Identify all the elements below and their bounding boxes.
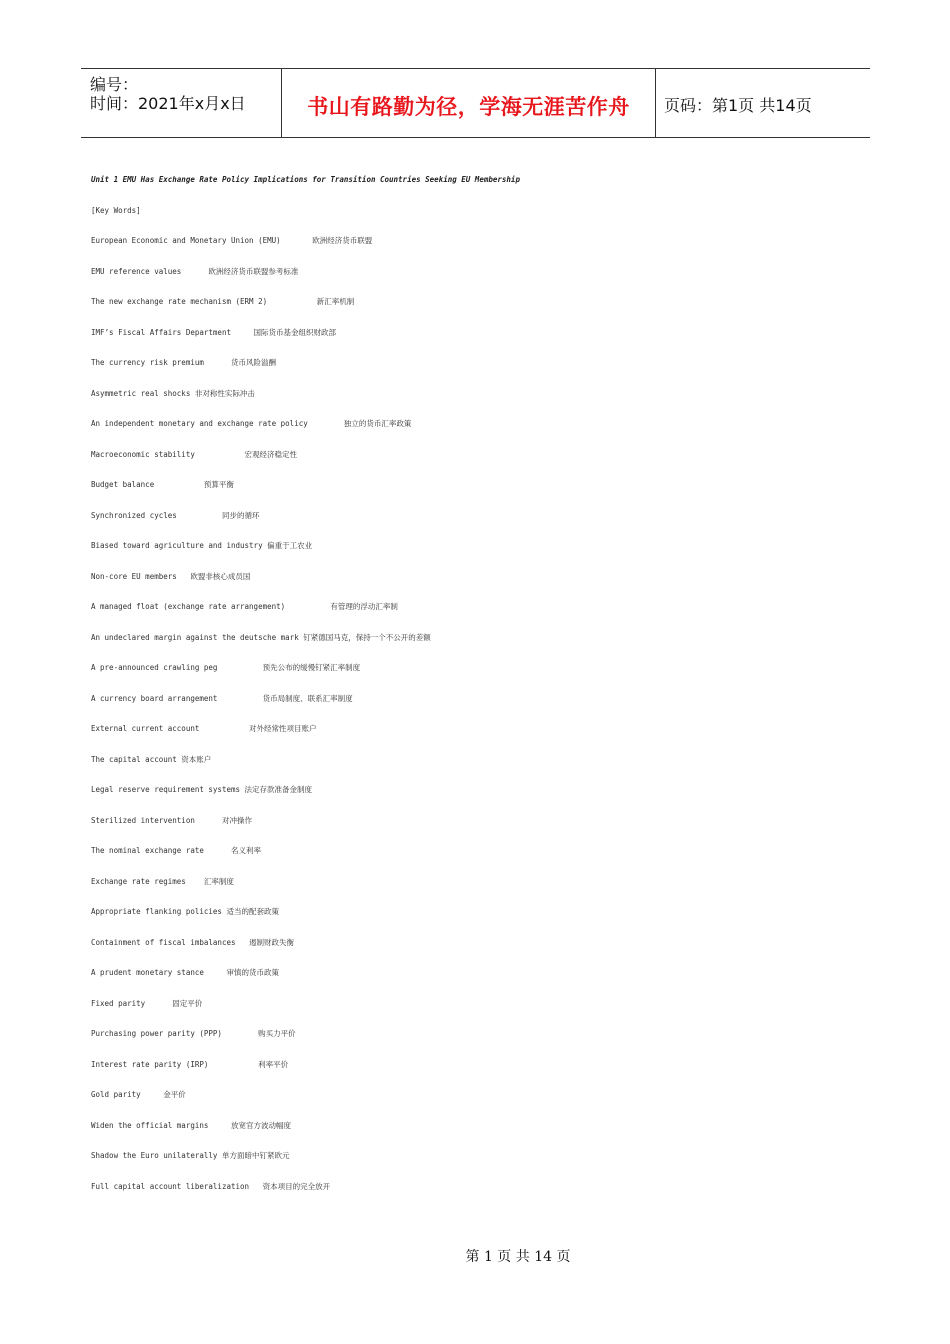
glossary-term: IMF’s Fiscal Affairs Department 国际货币基金组织财政部 bbox=[91, 327, 337, 337]
document-code-label: 编号： bbox=[90, 75, 139, 94]
glossary-term: Sterilized intervention 对冲操作 bbox=[91, 815, 252, 825]
glossary-term: The nominal exchange rate 名义利率 bbox=[91, 846, 261, 855]
glossary-term: The currency risk premium 货币风险溢酬 bbox=[91, 358, 276, 367]
glossary-term: A pre-announced crawling peg 预先公布的缓慢钉紧汇率制度 bbox=[91, 663, 361, 672]
glossary-term: Exchange rate regimes 汇率制度 bbox=[91, 876, 234, 886]
header-meta-cell bbox=[81, 69, 281, 137]
glossary-term: The new exchange rate mechanism (ERM 2) 新汇率机制 bbox=[91, 297, 355, 306]
glossary-list bbox=[91, 235, 871, 1211]
header-page-cell bbox=[655, 69, 870, 137]
header-motto-cell bbox=[281, 69, 656, 137]
glossary-term: An independent monetary and exchange rate policy 独立的货币汇率政策 bbox=[91, 419, 412, 428]
glossary-term: Appropriate flanking policies 适当的配套政策 bbox=[91, 907, 279, 916]
glossary-term: Macroeconomic stability 宏观经济稳定性 bbox=[91, 449, 298, 459]
document-date: 时间：2021年x月x日 bbox=[90, 94, 246, 113]
page-header bbox=[81, 68, 870, 138]
glossary-term: European Economic and Monetary Union (EMU) 欧洲经济货币联盟 bbox=[91, 236, 373, 245]
glossary-term: Non-core EU members 欧盟非核心成员国 bbox=[91, 571, 251, 581]
glossary-term: Legal reserve requirement systems 法定存款准备金制度 bbox=[91, 785, 313, 794]
glossary-term: Synchronized cycles 同步的循环 bbox=[91, 510, 260, 520]
glossary-term: Purchasing power parity (PPP) 购买力平价 bbox=[91, 1029, 296, 1038]
glossary-term: Gold parity 金平价 bbox=[91, 1090, 186, 1099]
glossary-term: Containment of fiscal imbalances 遏制财政失衡 bbox=[91, 937, 295, 947]
glossary-term: Interest rate parity (IRP) 利率平价 bbox=[91, 1059, 289, 1069]
header-page-number: 页码：第1页 共14页 bbox=[664, 96, 812, 115]
glossary-term: A currency board arrangement 货币局制度、联系汇率制度 bbox=[91, 693, 353, 703]
glossary-term: A managed float (exchange rate arrangement) 有管理的浮动汇率制 bbox=[91, 602, 398, 611]
unit-title: Unit 1 EMU Has Exchange Rate Policy Implications for Transition Countries Seeking EU Membership bbox=[91, 175, 520, 184]
glossary-term: Asymmetric real shocks 非对称性实际冲击 bbox=[91, 388, 255, 398]
page-footer: 第 1 页 共 14 页 bbox=[465, 1249, 571, 1265]
glossary-term: Fixed parity 固定平价 bbox=[91, 998, 203, 1008]
glossary-term: A prudent monetary stance 审慎的货币政策 bbox=[91, 968, 279, 977]
glossary-term: Budget balance 预算平衡 bbox=[91, 480, 234, 489]
motto-text: 书山有路勤为径，学海无涯苦作舟 bbox=[307, 95, 630, 119]
key-words-label: [Key Words] bbox=[91, 205, 141, 215]
document-body bbox=[91, 174, 871, 1211]
glossary-term: The capital account 资本账户 bbox=[91, 754, 212, 764]
glossary-term: Full capital account liberalization 资本项目的完全放开 bbox=[91, 1181, 331, 1191]
glossary-term: Shadow the Euro unilaterally 单方面暗中钉紧欧元 bbox=[91, 1151, 290, 1160]
glossary-term: An undeclared margin against the deutsche mark 钉紧德国马克，保持一个不公开的差额 bbox=[91, 632, 431, 642]
glossary-term: Biased toward agriculture and industry 偏重于工农业 bbox=[91, 541, 313, 550]
glossary-term: EMU reference values 欧洲经济货币联盟参考标准 bbox=[91, 266, 299, 276]
glossary-term: External current account 对外经常性项目账户 bbox=[91, 724, 317, 733]
glossary-term: Widen the official margins 放宽官方波动幅度 bbox=[91, 1120, 291, 1130]
